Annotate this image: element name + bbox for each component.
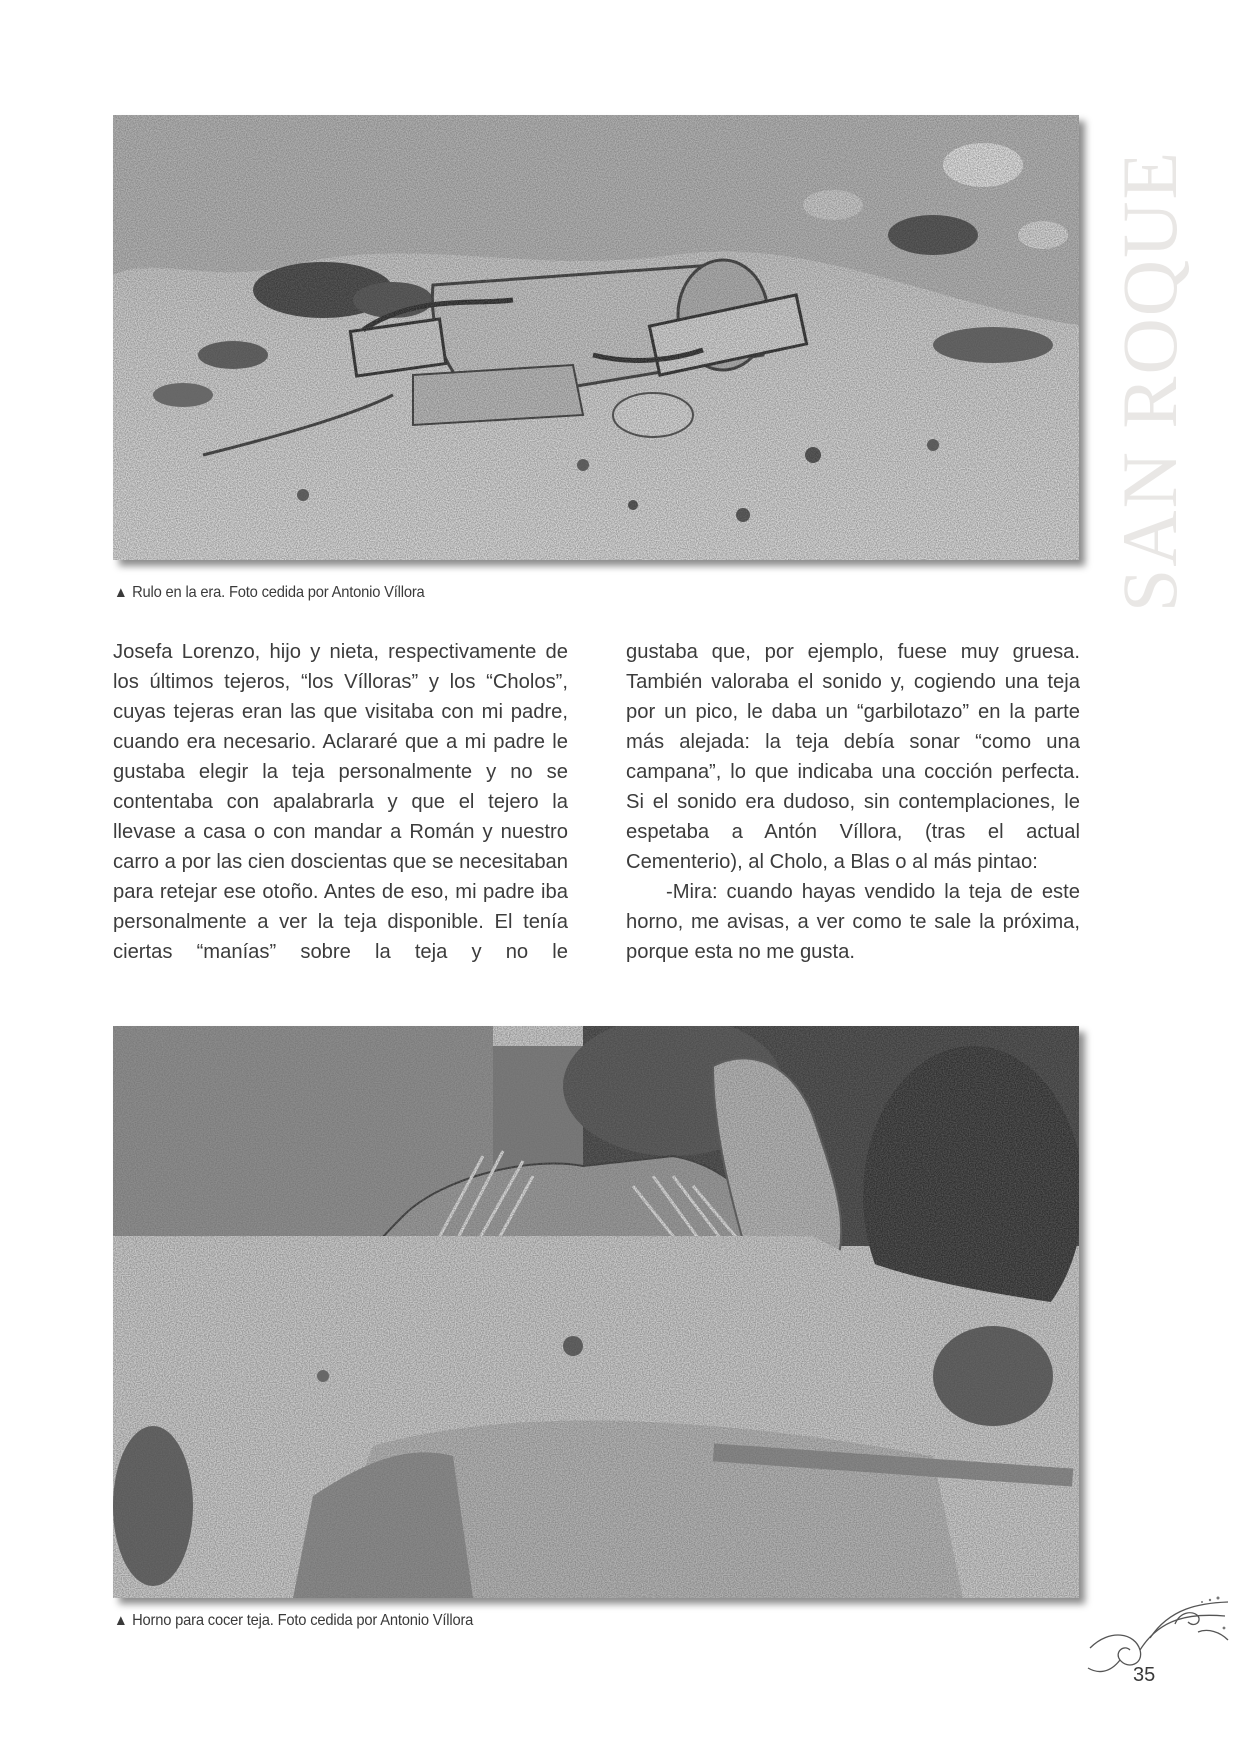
photo-kiln bbox=[113, 1026, 1079, 1598]
caption-triangle-icon: ▲ bbox=[114, 1612, 128, 1629]
caption-text: Horno para cocer teja. Foto cedida por Antonio Víllora bbox=[132, 1612, 474, 1629]
text-column-right bbox=[626, 637, 1080, 967]
section-title-text: SAN ROQUE bbox=[1106, 149, 1193, 613]
page-number: 35 bbox=[1133, 1664, 1156, 1686]
caption-triangle-icon: ▲ bbox=[114, 584, 128, 601]
text-column-left bbox=[113, 637, 568, 967]
photo-roller bbox=[113, 115, 1079, 560]
paragraph: Josefa Lorenzo, hijo y nieta, respectivamente de los últimos tejeros, “los Vílloras” y los “Cholos”, cuyas tejeras eran las que visitaba con mi padre, cuando era necesario. Aclararé que a mi padre le gustaba elegir la teja personalmente y no se contentaba con apalabrarla y que el tejero la llevase a casa o con mandar a Román y nuestro carro a por las cien doscientas que se necesitaban para retejar ese otoño. Antes de eso, mi padre iba personalmente a ver la teja disponible. El tenía ciertas “manías” sobre la teja y no le bbox=[113, 641, 568, 963]
paragraph: -Mira: cuando hayas vendido la teja de este horno, me avisas, a ver como te sale la próxima, porque esta no me gusta. bbox=[626, 881, 1080, 963]
paragraph: gustaba que, por ejemplo, fuese muy gruesa. También valoraba el sonido y, cogiendo una teja por un pico, le daba un “garbilotazo” en la parte más alejada: la teja debía sonar “como una campana”, lo que indicaba una cocción perfecta. Si el sonido era dudoso, sin contemplaciones, le espetaba a Antón Víllora, (tras el actual Cementerio), al Cholo, a Blas o al más pintao: bbox=[626, 641, 1080, 873]
caption-text: Rulo en la era. Foto cedida por Antonio Víllora bbox=[132, 584, 425, 601]
section-title bbox=[1106, 106, 1193, 656]
photo-caption bbox=[114, 584, 425, 602]
photo-caption bbox=[114, 1612, 473, 1630]
